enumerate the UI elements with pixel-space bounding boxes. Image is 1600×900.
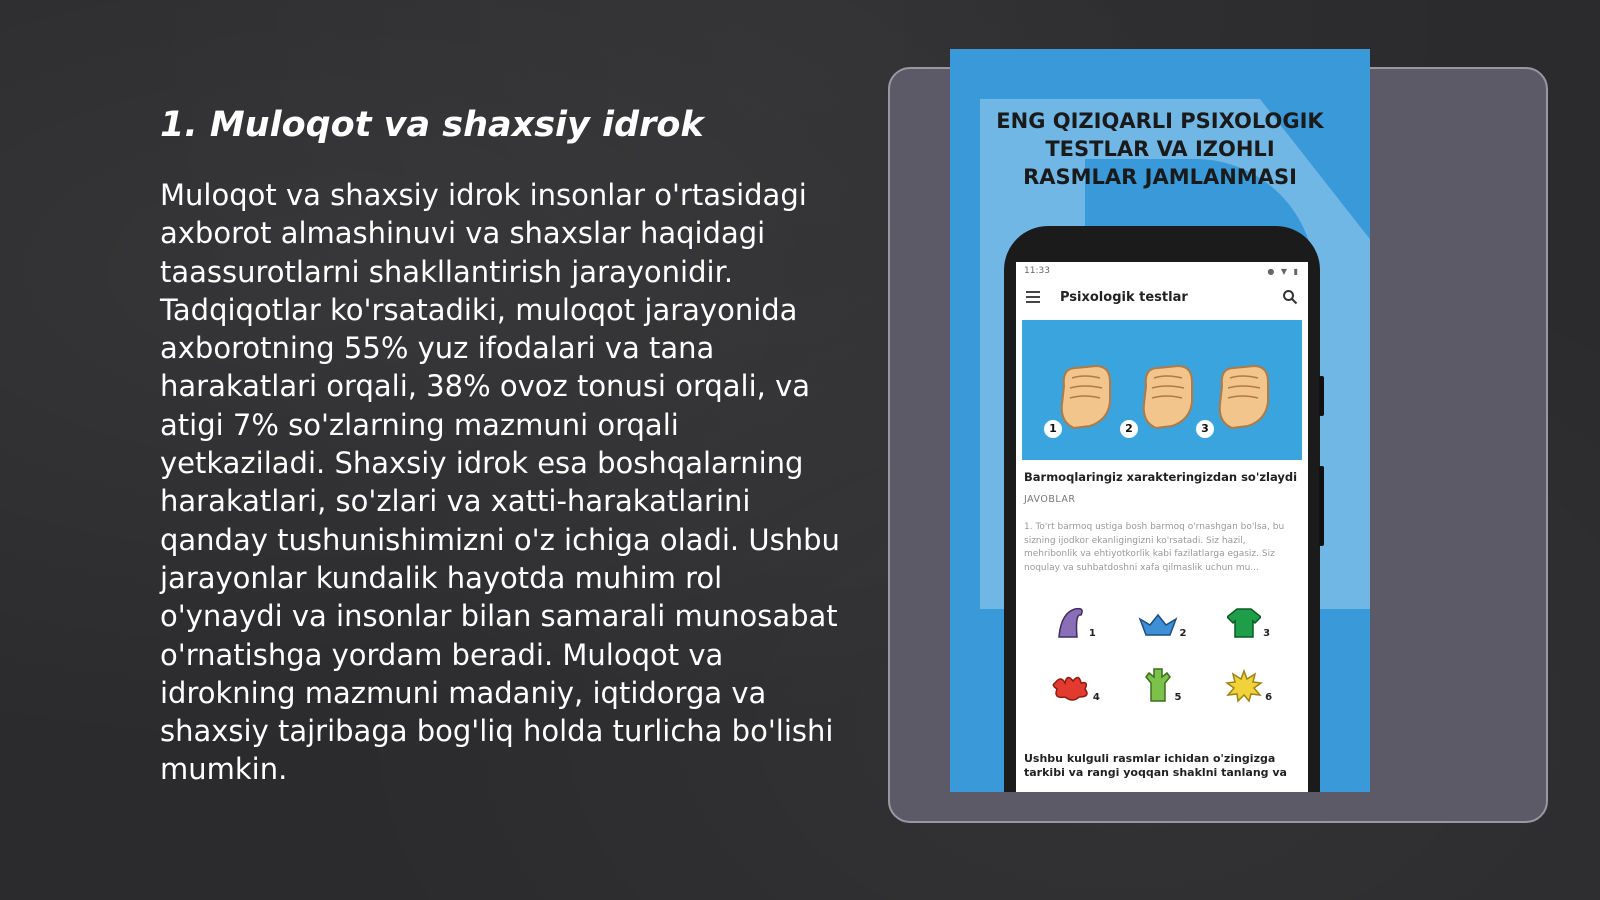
crown-shape-icon (1138, 611, 1178, 639)
shirt-shape-icon (1227, 607, 1261, 639)
status-icons: ● ▼ ▮ (1267, 266, 1300, 276)
shape-item[interactable] (1119, 665, 1206, 703)
shape-number: 2 (1179, 628, 1187, 639)
poster-title-line: TESTLAR VA IZOHLI (1045, 137, 1275, 161)
status-bar (1016, 262, 1308, 280)
fist-icon (1132, 356, 1202, 436)
fist-number: 2 (1120, 420, 1138, 438)
status-time: 11:33 (1024, 266, 1050, 276)
fist-number: 3 (1196, 420, 1214, 438)
app-bar (1016, 280, 1308, 314)
card-description: 1. To'rt barmoq ustiga bosh barmoq o'rnashgan bo'lsa, bu sizning ijodkor ekanligingizni ko'rsatadi. Siz hazil, mehribonlik va ehtiyotkorlik kabi fazilatlarga egasiz. Siz noqulay va suhbatdoshni xafa qilmaslik uchun mu... (1024, 522, 1285, 573)
slide-text-block (160, 104, 850, 789)
app-promo-image (950, 49, 1370, 792)
slide-paragraph: Muloqot va shaxsiy idrok insonlar o'rtasidagi axborot almashinuvi va shaxslar haqidagi taassurotlarni shakllantirish jarayonidir. Tadqiqotlar ko'rsatadiki, muloqot jarayonida axborotning 55% yuz ifodalari va tana harakatlari orqali, 38% ovoz tonusi orqali, va atigi 7% so'zlarning mazmuni orqali yetkaziladi. Shaxsiy idrok esa boshqalarning harakatlari, so'zlari va xatti-harakatlarini qanday tushunishimizni o'z ichiga oladi. Ushbu jarayonlar kundalik hayotda muhim rol o'ynaydi va insonlar bilan samarali munosabat o'rnatishga yordam beradi. Muloqot va idrokning mazmuni madaniy, iqtidorga va shaxsiy tajribaga bog'liq holda turlicha bo'lishi mumkin. (160, 178, 840, 787)
slide-title: 1. Muloqot va shaxsiy idrok (160, 105, 704, 145)
shape-number: 1 (1088, 628, 1096, 639)
shape-item[interactable] (1032, 665, 1119, 703)
phone-screen (1016, 262, 1308, 792)
shape-number: 6 (1265, 692, 1273, 703)
shapes-grid (1032, 601, 1292, 703)
card-tag: JAVOBLAR (1024, 494, 1076, 505)
fist-number: 1 (1044, 420, 1062, 438)
shape-item[interactable] (1205, 665, 1292, 703)
card-title[interactable]: Barmoqlaringiz xarakteringizdan so'zlaydi (1024, 470, 1298, 484)
cactus-shape-icon (1143, 667, 1173, 703)
fists-illustration[interactable] (1022, 320, 1302, 460)
shape-item[interactable] (1032, 601, 1119, 639)
shape-item[interactable] (1119, 601, 1206, 639)
sun-shape-icon (1225, 669, 1263, 703)
hat-shape-icon (1055, 605, 1087, 639)
shape-number: 4 (1092, 692, 1100, 703)
quiz-prompt-text: Ushbu kulguli rasmlar ichidan o'zingizga tarkibi va rangi yoqqan shaklni tanlang va (1024, 752, 1287, 779)
shape-number: 5 (1174, 692, 1182, 703)
shape-number: 3 (1263, 628, 1271, 639)
poster-title-line: ENG QIZIQARLI PSIXOLOGIK (996, 109, 1324, 133)
poster-title (950, 107, 1370, 191)
splash-shape-icon (1051, 673, 1091, 703)
menu-icon[interactable] (1026, 291, 1040, 303)
shape-item[interactable] (1205, 601, 1292, 639)
fist-icon (1208, 356, 1278, 436)
poster-title-line: RASMLAR JAMLANMASI (1023, 165, 1297, 189)
app-title: Psixologik testlar (1060, 289, 1188, 305)
phone-power-button (1319, 466, 1324, 546)
search-icon[interactable] (1282, 289, 1298, 305)
phone-volume-button (1319, 376, 1324, 416)
phone-mockup (1004, 226, 1320, 792)
